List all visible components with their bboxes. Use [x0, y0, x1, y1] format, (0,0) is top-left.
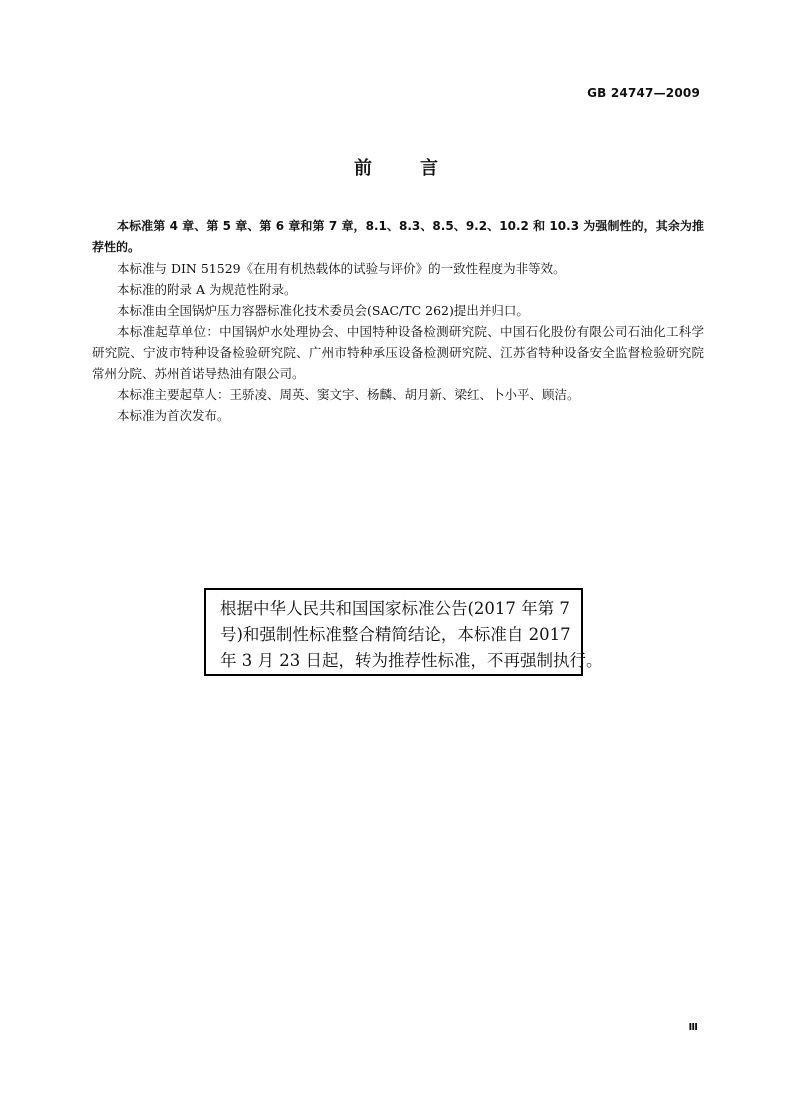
paragraph-drafting-units: 本标准起草单位：中国锅炉水处理协会、中国特种设备检测研究院、中国石化股份有限公司石油化工科学研究院、宁波市特种设备检验研究院、广州市特种承压设备检测研究院、江苏省特种设备安全监督检验研究院常州分院、苏州首诺导热油有限公司。	[92, 324, 704, 381]
notice-line-2: 号)和强制性标准整合精简结论，本标准自 2017	[220, 625, 571, 644]
paragraph-proposer: 本标准由全国锅炉压力容器标准化技术委员会(SAC/TC 262)提出并归口。	[117, 303, 529, 318]
notice-line-3: 年 3 月 23 日起，转为推荐性标准，不再强制执行。	[220, 651, 603, 670]
notice-line-1: 根据中华人民共和国国家标准公告(2017 年第 7	[220, 599, 570, 618]
title-char-2: 言	[420, 158, 438, 179]
page-title	[0, 154, 792, 180]
paragraph-equivalence: 本标准与 DIN 51529《在用有机热载体的试验与评价》的一致性程度为非等效。	[117, 261, 566, 276]
title-char-1: 前	[354, 158, 372, 179]
foreword-body	[92, 216, 704, 426]
notice-box	[204, 588, 603, 676]
paragraph-first-release: 本标准为首次发布。	[117, 408, 230, 423]
standard-code: GB 24747—2009	[587, 86, 700, 100]
page-number: Ⅲ	[688, 1022, 698, 1033]
paragraph-drafters: 本标准主要起草人：王骄凌、周英、窦文宇、杨麟、胡月新、梁红、卜小平、顾洁。	[117, 387, 580, 402]
paragraph-mandatory-clauses: 本标准第 4 章、第 5 章、第 6 章和第 7 章，8.1、8.3、8.5、9.2、10.2 和 10.3 为强制性的，其余为推荐性的。	[92, 219, 704, 254]
paragraph-annex: 本标准的附录 A 为规范性附录。	[117, 282, 297, 297]
